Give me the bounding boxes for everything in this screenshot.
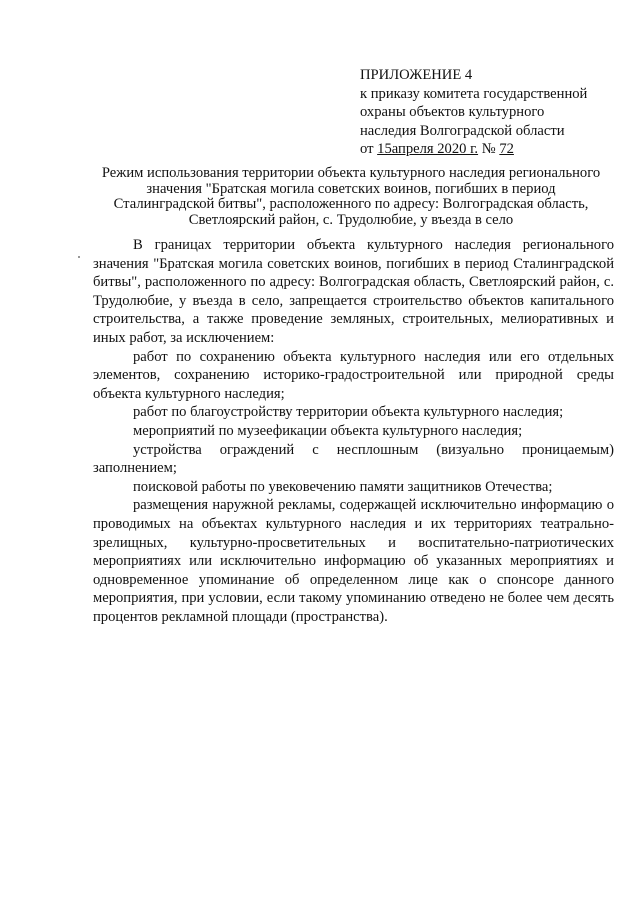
exception-item: работ по сохранению объекта культурного наследия или его отдельных элементов, сохранению историко-градостроительной или природной среды объекта культурного наследия; — [93, 348, 614, 402]
attachment-line: наследия Волгоградской области — [360, 122, 565, 139]
title-line: Режим использования территории объекта культурного наследия регионального — [101, 165, 601, 181]
document-title — [86, 166, 616, 228]
attachment-heading: ПРИЛОЖЕНИЕ 4 — [360, 67, 473, 83]
intro-paragraph: В границах территории объекта культурного наследия регионального значения "Братская могила советских воинов, погибших в период Сталинградской битвы", расположенного по адресу: Волгоградская область, Светлоярский район, с. Трудолюбие, у въезда в село, запрещается строительство объектов капитального строительства, а также проведение земляных, строительных, мелиоративных и иных работ, за исключением: — [93, 237, 614, 346]
exception-item: поисковой работы по увековечению памяти защитников Отечества; — [133, 478, 553, 495]
exception-item: мероприятий по музеефикации объекта культурного наследия; — [133, 422, 523, 439]
scan-speck — [78, 256, 80, 258]
number-sign: № — [478, 141, 500, 158]
attachment-date-line — [360, 140, 620, 159]
document-body — [93, 236, 614, 626]
title-line: значения "Братская могила советских воинов, погибших в период — [146, 180, 556, 197]
attachment-header — [360, 66, 620, 159]
exception-item: работ по благоустройству территории объекта культурного наследия; — [133, 404, 564, 421]
exception-item: устройства ограждений с несплошным (визуально проницаемым) заполнением; — [93, 441, 614, 477]
title-line: Сталинградской битвы", расположенного по адресу: Волгоградская область, — [113, 196, 589, 213]
attachment-line: к приказу комитета государственной — [360, 85, 588, 102]
order-number: 72 — [499, 141, 514, 158]
date-prefix: от — [360, 141, 378, 158]
exception-item: размещения наружной рекламы, содержащей исключительно информацию о проводимых на объектах культурного наследия и их территориях театрально-зрелищных, культурно-просветительных и воспитательно-патриотических мероприятиях или исключительно информацию об указанных мероприятиях и одновременное упоминание об определенном лице как о спонсоре данного мероприятия, при условии, если такому упоминанию отведено не более чем десять процентов рекламной площади (пространства). — [93, 497, 614, 625]
attachment-line: охраны объектов культурного — [360, 104, 545, 121]
order-date: 15апреля 2020 г. — [377, 141, 479, 158]
title-line: Светлоярский район, с. Трудолюбие, у въезда в село — [188, 211, 514, 228]
